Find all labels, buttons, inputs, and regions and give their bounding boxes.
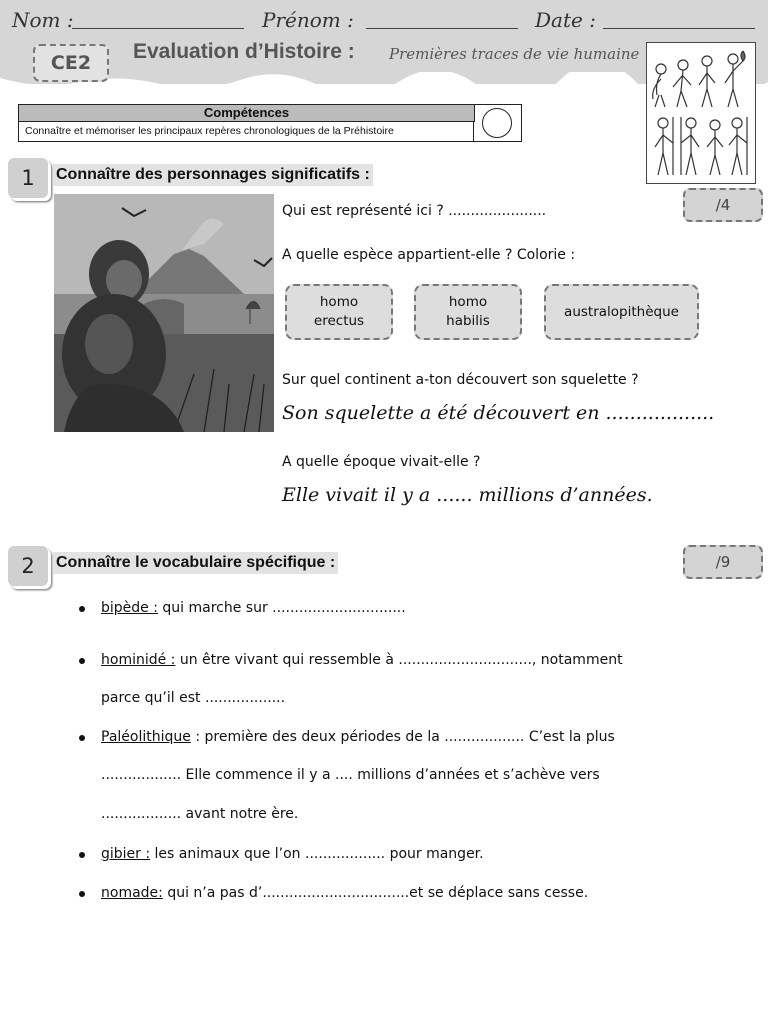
- section-1-score: /4: [683, 188, 763, 222]
- competence-table: [18, 104, 522, 142]
- bullet: [79, 852, 85, 858]
- vocab-continuation: .................. Elle commence il y a .... millions d’années et s’achève vers: [101, 767, 600, 783]
- vocab-item-bipede: [101, 600, 406, 616]
- answer-era[interactable]: Elle vivait il y a ...... millions d’années.: [282, 484, 653, 506]
- vocab-definition: qui n’a pas d’.................................et se déplace sans cesse.: [162, 885, 589, 901]
- date-field[interactable]: [603, 28, 755, 29]
- prenom-field[interactable]: [366, 28, 518, 29]
- choice-australopitheque[interactable]: australopithèque: [544, 284, 699, 340]
- vocab-item-nomade: [101, 885, 588, 901]
- question-who: Qui est représenté ici ? ......................: [282, 203, 547, 219]
- bullet: [79, 606, 85, 612]
- choice-homo-habilis[interactable]: homo habilis: [414, 284, 522, 340]
- page-title: Evaluation d’Histoire :: [133, 40, 355, 63]
- answer-continent[interactable]: Son squelette a été découvert en ..................: [282, 402, 715, 424]
- competence-heading: Compétences: [19, 105, 475, 122]
- bullet: [79, 658, 85, 664]
- bullet: [79, 891, 85, 897]
- human-evolution-illustration: [646, 42, 756, 184]
- vocab-definition: un être vivant qui ressemble à .............................., notamment: [175, 652, 623, 668]
- section-1-number: 1: [8, 158, 48, 198]
- date-label: Date :: [535, 8, 596, 32]
- vocab-definition: qui marche sur ..............................: [157, 600, 406, 616]
- section-2-score: /9: [683, 545, 763, 579]
- question-era: A quelle époque vivait-elle ?: [282, 454, 481, 470]
- question-continent: Sur quel continent a-ton découvert son squelette ?: [282, 372, 639, 388]
- vocab-term: nomade:: [101, 885, 163, 901]
- vocab-term: gibier :: [101, 846, 151, 862]
- nom-label: Nom :: [12, 8, 74, 32]
- section-2-number: 2: [8, 546, 48, 586]
- question-species: A quelle espèce appartient-elle ? Colorie :: [282, 247, 576, 263]
- competence-description: Connaître et mémoriser les principaux repères chronologiques de la Préhistoire: [19, 122, 474, 141]
- section-1-title: Connaître des personnages significatifs :: [53, 164, 373, 186]
- nom-field[interactable]: [72, 28, 244, 29]
- vocab-definition: : première des deux périodes de la .................. C’est la plus: [190, 729, 615, 745]
- vocab-continuation: .................. avant notre ère.: [101, 806, 299, 822]
- vocab-continuation: parce qu’il est ..................: [101, 690, 286, 706]
- vocab-item-paleolithique: [101, 729, 615, 745]
- vocab-term: hominidé :: [101, 652, 176, 668]
- bullet: [79, 735, 85, 741]
- vocab-item-hominide: [101, 652, 623, 668]
- vocab-term: bipède :: [101, 600, 158, 616]
- vocab-definition: les animaux que l’on .................. pour manger.: [150, 846, 484, 862]
- prenom-label: Prénom :: [262, 8, 354, 32]
- vocab-item-gibier: [101, 846, 484, 862]
- competence-grade-circle[interactable]: [482, 108, 512, 138]
- section-2-title: Connaître le vocabulaire spécifique :: [53, 552, 338, 574]
- page-subtitle: Premières traces de vie humaine: [389, 45, 640, 63]
- grade-badge: CE2: [33, 44, 109, 82]
- vocab-term: Paléolithique: [101, 729, 191, 745]
- australopithecus-illustration: [54, 194, 274, 432]
- choice-homo-erectus[interactable]: homo erectus: [285, 284, 393, 340]
